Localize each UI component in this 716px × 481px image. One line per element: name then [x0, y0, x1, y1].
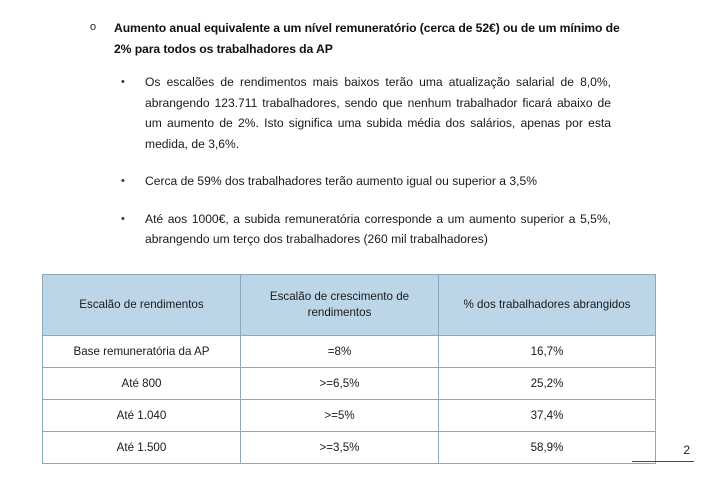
table-row — [43, 336, 656, 368]
table-row — [43, 368, 656, 400]
table-cell: 58,9% — [439, 432, 656, 464]
list-item — [121, 171, 621, 192]
main-bullet-item — [90, 18, 620, 60]
table-cell: =8% — [241, 336, 439, 368]
table-cell: >=3,5% — [241, 432, 439, 464]
bullet-marker-circle: o — [90, 21, 97, 33]
table-row — [43, 400, 656, 432]
sub-bullet-list — [121, 72, 621, 267]
table-cell: 25,2% — [439, 368, 656, 400]
list-item — [121, 72, 621, 154]
main-bullet-text: Aumento anual equivalente a um nível remuneratório (cerca de 52€) ou de um mínimo de 2% para todos os trabalhadores da AP — [114, 21, 620, 56]
income-brackets-table — [42, 274, 655, 464]
bullet-marker-dot: • — [121, 175, 125, 187]
sub-bullet-text: Cerca de 59% dos trabalhadores terão aumento igual ou superior a 3,5% — [145, 174, 537, 188]
table-cell: >=5% — [241, 400, 439, 432]
bullet-marker-dot: • — [121, 212, 125, 225]
table-cell: Até 800 — [43, 368, 241, 400]
page-number: 2 — [683, 443, 690, 457]
table-cell: Até 1.040 — [43, 400, 241, 432]
table-cell: 37,4% — [439, 400, 656, 432]
table-cell: >=6,5% — [241, 368, 439, 400]
table-header-row — [43, 275, 656, 336]
list-item — [121, 209, 621, 250]
table-cell: 16,7% — [439, 336, 656, 368]
sub-bullet-text: Até aos 1000€, a subida remuneratória corresponde a um aumento superior a 5,5%, abrangendo um terço dos trabalhadores (260 mil trabalhadores) — [145, 211, 611, 246]
table-row — [43, 432, 656, 464]
table-cell: Até 1.500 — [43, 432, 241, 464]
sub-bullet-text: Os escalões de rendimentos mais baixos terão uma atualização salarial de 8,0%, abrangendo 123.711 trabalhadores, sendo que nenhum trabalhador ficará abaixo de um aumento de 2%. Isto significa uma subida média dos salários, apenas por esta medida, de 3,6%. — [145, 75, 611, 151]
table-header-cell: Escalão de crescimento de rendimentos — [241, 275, 439, 336]
footer-divider — [632, 461, 694, 462]
bullet-marker-dot: • — [121, 76, 125, 88]
table-cell: Base remuneratória da AP — [43, 336, 241, 368]
table-header-cell: % dos trabalhadores abrangidos — [439, 275, 656, 336]
table-header-cell: Escalão de rendimentos — [43, 275, 241, 336]
